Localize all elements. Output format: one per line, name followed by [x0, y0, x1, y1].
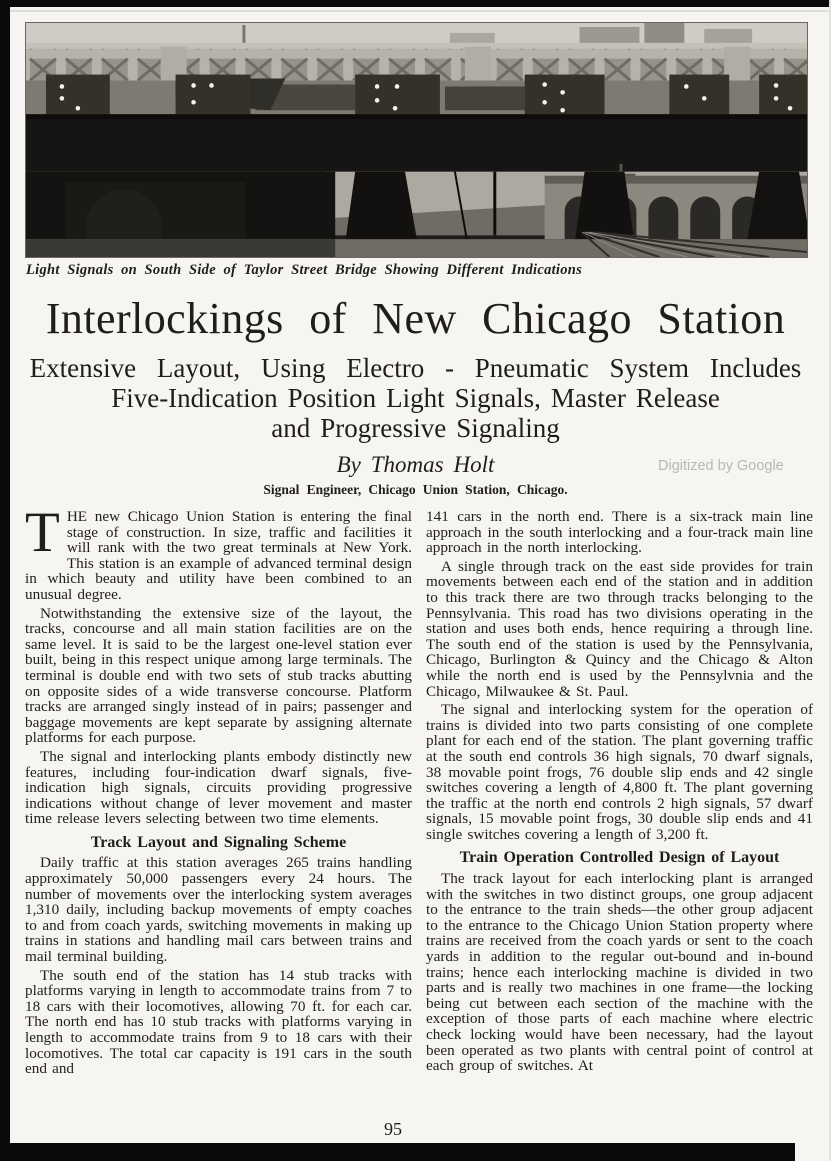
- bridge-photo: [25, 22, 808, 258]
- subtitle-line-1: Extensive Layout, Using Electro - Pneumatic System Includes: [29, 353, 802, 383]
- paragraph: The south end of the station has 14 stub tracks with platforms varying in length to accommodate trains from 7 to 18 cars with their locomotives, allowing 70 ft. for each car. The north end has 10 stub tracks with platforms varying in length to accommodate trains from 9 to 18 cars with their locomotives. The total car capacity is 191 cars in the south end and: [25, 966, 412, 1078]
- subtitle-line-3: and Progressive Signaling: [271, 413, 560, 443]
- digitized-watermark: Digitized by Google: [658, 458, 784, 474]
- paragraph: Notwithstanding the extensive size of the layout, the tracks, concourse and all main station facilities are on the same level. It is said to be the largest one-level station ever built, being in this respect unique among large terminals. The terminal is double end with two sets of stub tracks abutting on opposite sides of a wide transverse concourse. Platform tracks are arranged singly instead of in pairs; passenger and baggage movements are kept separate by assigning alternate platforms for each purpose.: [25, 604, 412, 747]
- article-subtitle: [20, 353, 811, 443]
- page-number: 95: [384, 1119, 402, 1139]
- bridge-photo-art: [26, 23, 807, 257]
- scan-border-bottom: [0, 1143, 795, 1161]
- drop-cap: T: [25, 501, 60, 564]
- section-heading: Train Operation Controlled Design of Layout: [459, 849, 780, 867]
- paragraph: A single through track on the east side provides for train movements between each end of the station and in addition to this track there are two through tracks belonging to the Pennsylvania. This road has two divisions operating in the station and uses both ends, hence requiring a through line. The south end of the station is used by the Pennsylvania, Chicago, Burlington & Quincy and the Chicago & Alton while the north end is used by the Pennsylvnia and the Chicago, Milwaukee & St. Paul.: [426, 557, 813, 700]
- scan-border-left: [0, 0, 10, 1161]
- paragraph: The track layout for each interlocking plant is arranged with the switches in two distinct groups, one group adjacent to the entrance to the train sheds—the other group adjacent to the entrance to the Chicago Union Station property where trains are received from the coach yards or sent to the coach yards in addition to the regular out-bound and in-bound trains; hence each interlocking machine is divided in two parts and is really two machines in one frame—the locking being cut between each section of the machine with the exception of those parts of each machine where electric check locking would have been necessary, had the layout been operated as two plants with central point of control at each group of switches. At: [426, 870, 813, 1075]
- paragraph: The signal and interlocking plants embody distinctly new features, including four-indication dwarf signals, five-indication high signals, circuits providing progressive indications without change of lever movement and master time release levers selecting between two time elements.: [25, 747, 412, 828]
- photo-caption: Light Signals on South Side of Taylor Street Bridge Showing Different Indications: [26, 262, 583, 278]
- author-affiliation: Signal Engineer, Chicago Union Station, Chicago.: [263, 482, 568, 497]
- paragraph: Daily traffic at this station averages 265 trains handling approximately 50,000 passengers every 24 hours. The number of movements over the interlocking system averages 1,310 daily, including backup movements of empty coaches to and from coach yards, switching movements in making up trains in stations and handling mail cars between trains and mail terminal building.: [25, 854, 412, 966]
- paragraph: 141 cars in the north end. There is a six-track main line approach in the south interlocking and a four-track main line approach in the north interlocking.: [426, 508, 813, 557]
- paragraph: The signal and interlocking system for the operation of trains is divided into two parts consisting of one complete plant for each end of the station. The plant governing traffic at the south end controls 36 high signals, 70 dwarf signals, 38 movable point frogs, 76 double slip ends and 42 single switches covering a length of 4,800 ft. The plant governing the traffic at the north end controls 2 high signals, 57 dwarf signals, 15 movable point frogs, 30 double slip ends and 41 single switches covering a length of 3,200 ft.: [426, 701, 813, 843]
- scan-border-top-line: [0, 10, 831, 12]
- section-heading: Track Layout and Signaling Scheme: [90, 833, 347, 851]
- byline: By Thomas Holt: [336, 452, 495, 477]
- article-title: Interlockings of New Chicago Station: [45, 294, 786, 343]
- left-column: [25, 501, 412, 1141]
- scan-border-top: [0, 0, 831, 7]
- paragraph-text: HE new Chicago Union Station is entering the final stage of construction. In size, traffic and facilities it will rank with the two great terminals at New York. This station is an example of advanced terminal design in which beauty and utility have been combined to an unusual degree.: [25, 508, 412, 603]
- subtitle-line-2: Five-Indication Position Light Signals, Master Release: [111, 383, 720, 413]
- right-column: [426, 509, 813, 1141]
- article-body: [25, 501, 813, 1141]
- paragraph: [25, 501, 412, 603]
